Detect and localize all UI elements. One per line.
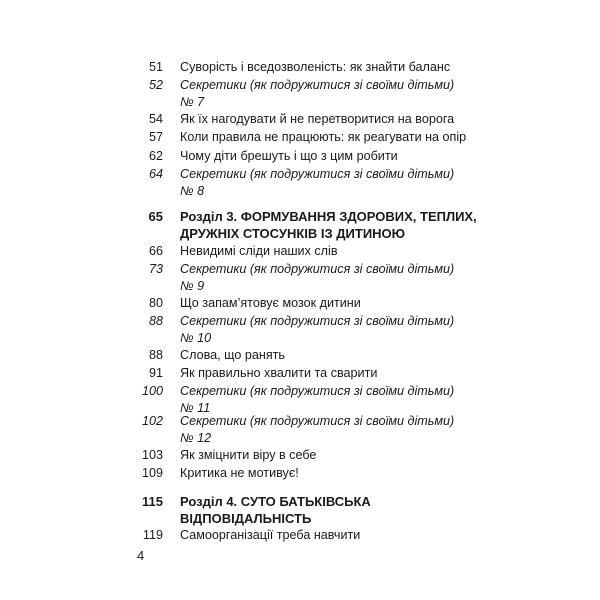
toc-page-number: 88 xyxy=(148,348,163,362)
toc-page-number: 119 xyxy=(142,528,163,542)
toc-entry-number: № 12 xyxy=(180,431,212,445)
toc-section-title-cont: ДРУЖНІХ СТОСУНКІВ ІЗ ДИТИНОЮ xyxy=(180,226,406,241)
toc-entry-number: № 10 xyxy=(180,331,212,345)
toc-entry-title: Секретики (як подружитися зі своїми дітьми) xyxy=(180,262,455,276)
toc-entry-title: Критика не мотивує! xyxy=(180,466,299,480)
toc-page-number: 64 xyxy=(148,167,163,181)
toc-page-number: 65 xyxy=(148,209,163,224)
toc-entry-title: Невидимі сліди наших слів xyxy=(180,244,338,258)
toc-page-number: 109 xyxy=(141,466,163,480)
toc-page-number: 73 xyxy=(148,262,163,276)
page-number: 4 xyxy=(137,548,145,563)
toc-entry-number: № 11 xyxy=(180,401,211,415)
toc-entry-title: Як їх нагодувати й не перетворитися на ворога xyxy=(180,112,455,126)
toc-page-number: 102 xyxy=(141,414,163,428)
toc-entry-number: № 7 xyxy=(180,95,205,109)
toc-entry-number: № 9 xyxy=(180,279,205,293)
toc-entry-number: № 8 xyxy=(180,184,205,198)
toc-page-number: 52 xyxy=(148,78,163,92)
toc-entry-title: Як правильно хвалити та сварити xyxy=(180,366,378,380)
toc-entry-title: Секретики (як подружитися зі своїми дітьми) xyxy=(180,167,455,181)
toc-page-number: 57 xyxy=(148,130,163,144)
toc-page-number: 54 xyxy=(148,112,163,126)
toc-page-number: 80 xyxy=(148,296,163,310)
toc-section-title: Розділ 3. ФОРМУВАННЯ ЗДОРОВИХ, ТЕПЛИХ, xyxy=(180,209,477,224)
toc-page-number: 103 xyxy=(141,448,163,462)
toc-section-title: Розділ 4. СУТО БАТЬКІВСЬКА xyxy=(180,494,371,509)
toc-page-number: 62 xyxy=(148,149,163,163)
toc-entry-title: Як зміцнити віру в себе xyxy=(180,448,317,462)
toc-page-number: 51 xyxy=(148,60,163,74)
toc-entry-title: Чому діти брешуть і що з цим робити xyxy=(180,149,398,163)
toc-entry-title: Коли правила не працюють: як реагувати на опір xyxy=(180,130,467,144)
toc-entry-title: Слова, що ранять xyxy=(180,348,285,362)
toc-page-number: 115 xyxy=(142,494,163,509)
toc-section-title-cont: ВІДПОВІДАЛЬНІСТЬ xyxy=(180,511,312,526)
toc-entry-title: Що запам’ятовує мозок дитини xyxy=(180,296,361,310)
toc-page-number: 66 xyxy=(148,244,163,258)
toc-page-number: 91 xyxy=(148,366,163,380)
toc-entry-title: Самоорганізації треба навчити xyxy=(180,528,361,542)
toc-entry-title: Секретики (як подружитися зі своїми дітьми) xyxy=(180,414,455,428)
toc-page-number: 88 xyxy=(148,314,163,328)
toc-entry-title: Суворість і вседозволеність: як знайти баланс xyxy=(180,60,451,74)
toc-entry-title: Секретики (як подружитися зі своїми дітьми) xyxy=(180,314,455,328)
toc-entry-title: Секретики (як подружитися зі своїми дітьми) xyxy=(180,78,455,92)
toc-page-number: 100 xyxy=(141,384,163,398)
toc-entry-title: Секретики (як подружитися зі своїми дітьми) xyxy=(180,384,455,398)
